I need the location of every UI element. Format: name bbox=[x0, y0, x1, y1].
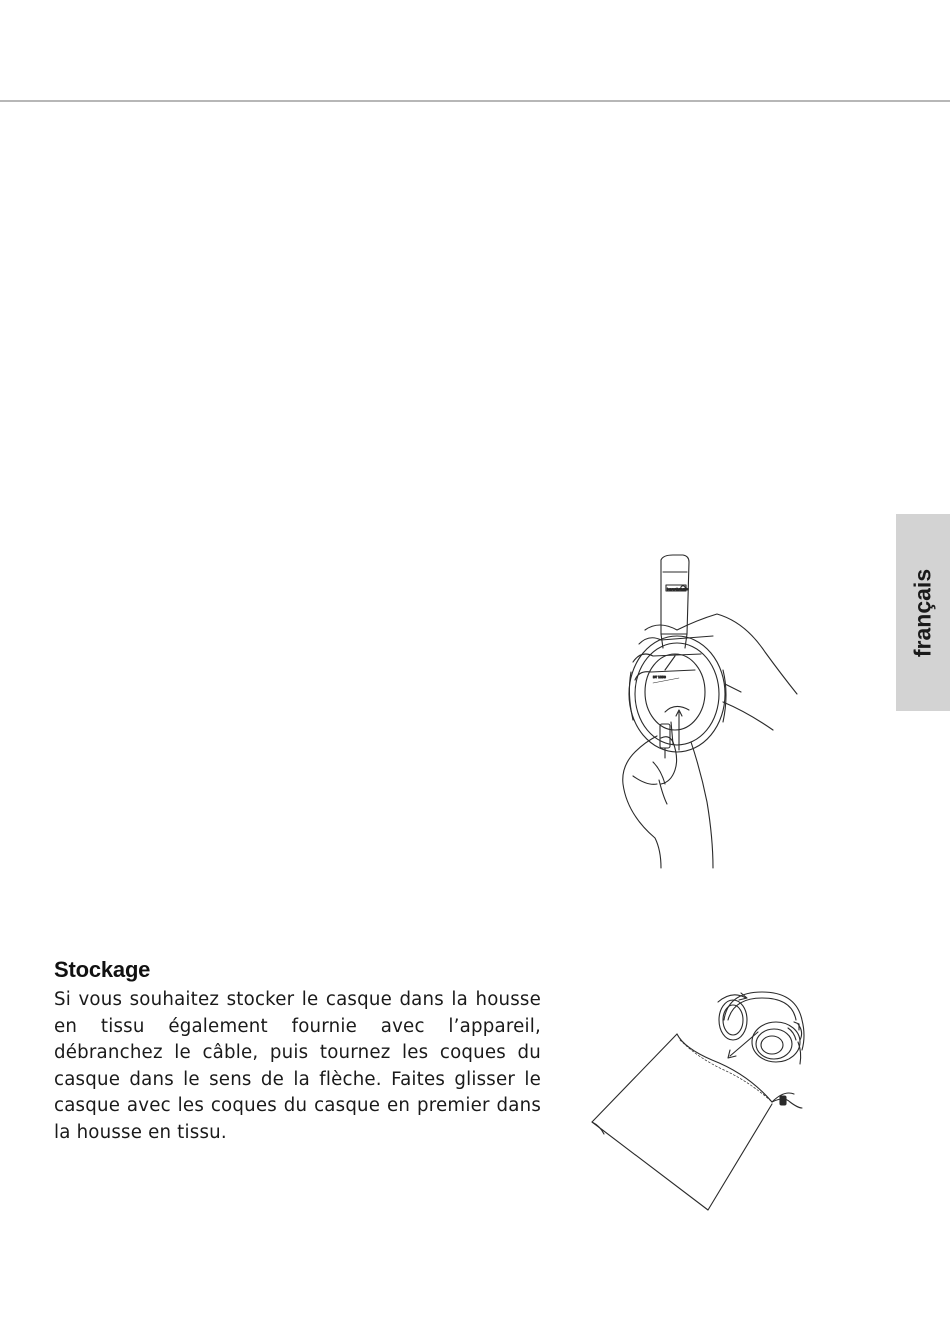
headband-logo-text: beyerdynamic bbox=[667, 587, 689, 591]
language-tab-label: français bbox=[909, 568, 936, 657]
header-rule bbox=[0, 100, 950, 102]
section-heading-stockage: Stockage bbox=[54, 957, 151, 982]
storage-bag-illustration bbox=[588, 984, 814, 1216]
cable-removal-illustration bbox=[605, 552, 805, 872]
language-tab[interactable] bbox=[896, 514, 950, 711]
section-body-stockage: Si vous souhaitez stocker le casque dans la housse en tissu également fournie avec l’appareil, débranchez le câble, puis tournez les coques du casque dans le sens de la flèche. Faites glisser le casque avec les coques du casque en premier dans la housse en tissu. bbox=[54, 989, 541, 1143]
earcup-label-text: DT 1350 bbox=[653, 675, 666, 679]
